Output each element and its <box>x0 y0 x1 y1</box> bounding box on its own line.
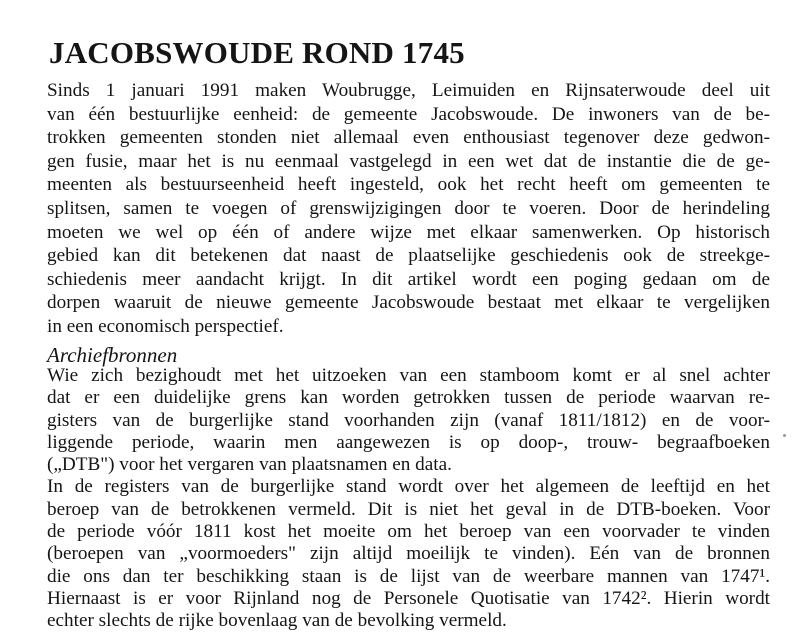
intro-line: in een economisch perspectief. <box>47 315 284 337</box>
section-line: Hiernaast is er voor Rijnland nog de Personele Quotisatie van 1742². Hierin wordt <box>47 587 770 609</box>
section-line: (beroepen van „voormoeders" zijn altijd moeilijk te vinden). Eén van de bronnen <box>47 543 770 565</box>
section-line: beroep van de betrokkenen vermeld. Dit is niet het geval in de DTB-boeken. Voor <box>47 498 770 520</box>
section-line: („DTB") voor het vergaren van plaatsnamen en data. <box>47 454 452 476</box>
section-line: echter slechts de rijke bovenlaag van de bevolking vermeld. <box>47 610 507 632</box>
section-line: die ons dan ter beschikking staan is de lijst van de weerbare mannen van 1747¹. <box>47 565 770 587</box>
intro-paragraph <box>47 79 770 339</box>
section-line: Wie zich bezighoudt met het uitzoeken van een stamboom komt er al snel achter <box>47 365 770 386</box>
intro-line: dorpen waaruit de nieuwe gemeente Jacobswoude bestaat met elkaar te vergelijken <box>47 292 770 314</box>
intro-line: moeten we wel op één of andere wijze met elkaar samenwerken. Op historisch <box>47 221 770 243</box>
section-heading: Archiefbronnen <box>47 343 178 367</box>
intro-line: splitsen, samen te voegen of grenswijzigingen door te voeren. Door de herindeling <box>47 197 770 219</box>
section-line: In de registers van de burgerlijke stand wordt over het algemeen de leeftijd en het <box>47 476 770 498</box>
section-line: dat er een duidelijke grens kan worden getrokken tussen de periode waarvan re- <box>47 387 770 409</box>
section-line: gisters van de burgerlijke stand voorhanden zijn (vanaf 1811/1812) en de voor- <box>47 409 770 431</box>
intro-line: meenten als bestuurseenheid heeft ingesteld, ook het recht heeft om gemeenten te <box>47 174 770 196</box>
intro-line: gen fusie, maar het is nu eenmaal vastgelegd in een wet dat de instantie die de ge- <box>47 150 770 172</box>
intro-line: trokken gemeenten stonden niet allemaal even enthousiast tegenover deze gedwon- <box>47 127 770 149</box>
section-line: de periode vóór 1811 kost het moeite om het beroep van een voorvader te vinden <box>47 521 770 543</box>
intro-line: schiedenis meer aandacht krijgt. In dit artikel wordt een poging gedaan om de <box>47 268 770 290</box>
intro-line: gebied kan dit betekenen dat naast de plaatselijke geschiedenis ook de streekge- <box>47 245 770 267</box>
intro-line: Sinds 1 januari 1991 maken Woubrugge, Leimuiden en Rijnsaterwoude deel uit <box>47 80 770 101</box>
intro-line: van één bestuurlijke eenheid: de gemeente Jacobswoude. De inwoners van de be- <box>47 103 770 125</box>
article-title: JACOBSWOUDE ROND 1745 <box>49 35 465 70</box>
section-paragraph <box>47 365 770 633</box>
scan-speck <box>783 434 786 437</box>
section-line: liggende periode, waarin men aangewezen is op doop-, trouw- begraafboeken <box>47 431 770 453</box>
